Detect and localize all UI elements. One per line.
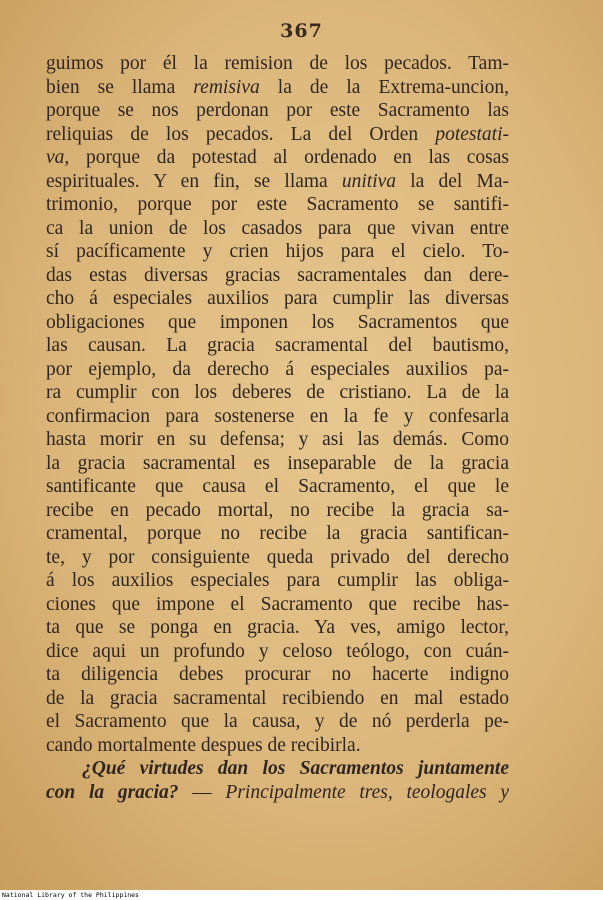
text-line [46,710,509,734]
text-run: guimos por él la remision de los pecados. Tam- [46,53,509,74]
text-run: á los auxilios especiales para cumplir las obliga- [46,570,509,591]
text-run: , porque da potestad al ordenado en las cosas [64,147,509,168]
text-run: recibe en pecado mortal, no recibe la gracia sa- [46,499,509,521]
text-line [46,640,509,664]
text-run: la del Ma- [396,170,509,192]
text-run: te, y por consiguiente queda privado del derecho [46,546,509,568]
text-run: espirituales. Y en fin, se llama [46,170,342,192]
text-run: santificante que causa el Sacramento, el que le [46,476,509,497]
text-run: — [178,781,226,803]
text-line [46,687,509,711]
italic-term: remisiva [193,76,260,98]
text-line [46,428,509,452]
text-line [46,734,509,758]
text-line [46,123,509,147]
text-run: ta diligencia debes procurar no hacerte indigno [46,664,509,685]
text-run: de la gracia sacramental recibiendo en mal estado [46,687,509,709]
page-number: 367 [280,20,323,42]
text-run: por ejemplo, da derecho á especiales auxilios pa- [46,358,509,380]
text-run: las causan. La gracia sacramental del bautismo, [46,335,509,356]
text-line [46,287,509,311]
text-run: la de la Extrema-uncion, [259,76,509,98]
italic-term: Principalmente tres, teologales y [225,781,509,803]
text-line [46,499,509,523]
text-run: trimonio, porque por este Sacramento se santifi- [46,194,509,215]
text-line [46,334,509,358]
text-run: ra cumplir con los deberes de cristiano. La de la [46,382,509,403]
catechism-question: con la gracia? [46,781,179,803]
text-run: reliquias de los pecados. La del Orden [46,123,436,145]
text-run: sí pacíficamente y crien hijos para el cielo. To- [46,241,509,262]
text-line [46,358,509,382]
text-line [46,99,509,123]
text-line [46,52,509,76]
body-text [46,52,509,804]
text-run: confirmacion para sostenerse en la fe y confesarla [46,405,509,427]
text-line [46,593,509,617]
italic-term: va [46,147,65,168]
text-line [46,146,509,170]
text-run: ta que se ponga en gracia. Ya ves, amigo lector, [46,617,509,638]
text-line [46,475,509,499]
text-run: das estas diversas gracias sacramentales dan dere- [46,264,509,286]
text-run: cando mortalmente despues de recibirla. [46,734,361,756]
catechism-question: ¿Qué virtudes dan los Sacramentos juntamente [82,758,509,779]
italic-term: potestati- [435,123,509,145]
text-line [46,76,509,100]
text-line [46,264,509,288]
text-run: cramental, porque no recibe la gracia santifican- [46,523,509,544]
text-run: dice aqui un profundo y celoso teólogo, con cuán- [46,640,509,662]
text-line [46,452,509,476]
text-line [46,170,509,194]
text-run: bien se llama [46,76,194,98]
text-run: la gracia sacramental es inseparable de la gracia [46,452,509,474]
text-run: cho á especiales auxilios para cumplir las diversas [46,288,509,309]
text-run: el Sacramento que la causa, y de nó perderla pe- [46,711,509,732]
text-run: ca la union de los casados para que vivan entre [46,217,509,239]
italic-term: unitiva [341,170,397,192]
text-line [46,663,509,687]
text-run: ciones que impone el Sacramento que recibe has- [46,593,509,615]
text-line [46,522,509,546]
text-line [46,757,509,781]
text-run: hasta morir en su defensa; y asi las demás. Como [46,429,509,450]
text-line [46,781,509,805]
text-run: obligaciones que imponen los Sacramentos que [46,311,509,333]
text-line [46,405,509,429]
text-line [46,616,509,640]
text-line [46,240,509,264]
library-credit: National Library of the Philippines [2,891,139,899]
text-line [46,217,509,241]
text-line [46,311,509,335]
text-line [46,546,509,570]
text-line [46,569,509,593]
text-run: porque se nos perdonan por este Sacramento las [46,100,509,121]
text-line [46,381,509,405]
text-line [46,193,509,217]
